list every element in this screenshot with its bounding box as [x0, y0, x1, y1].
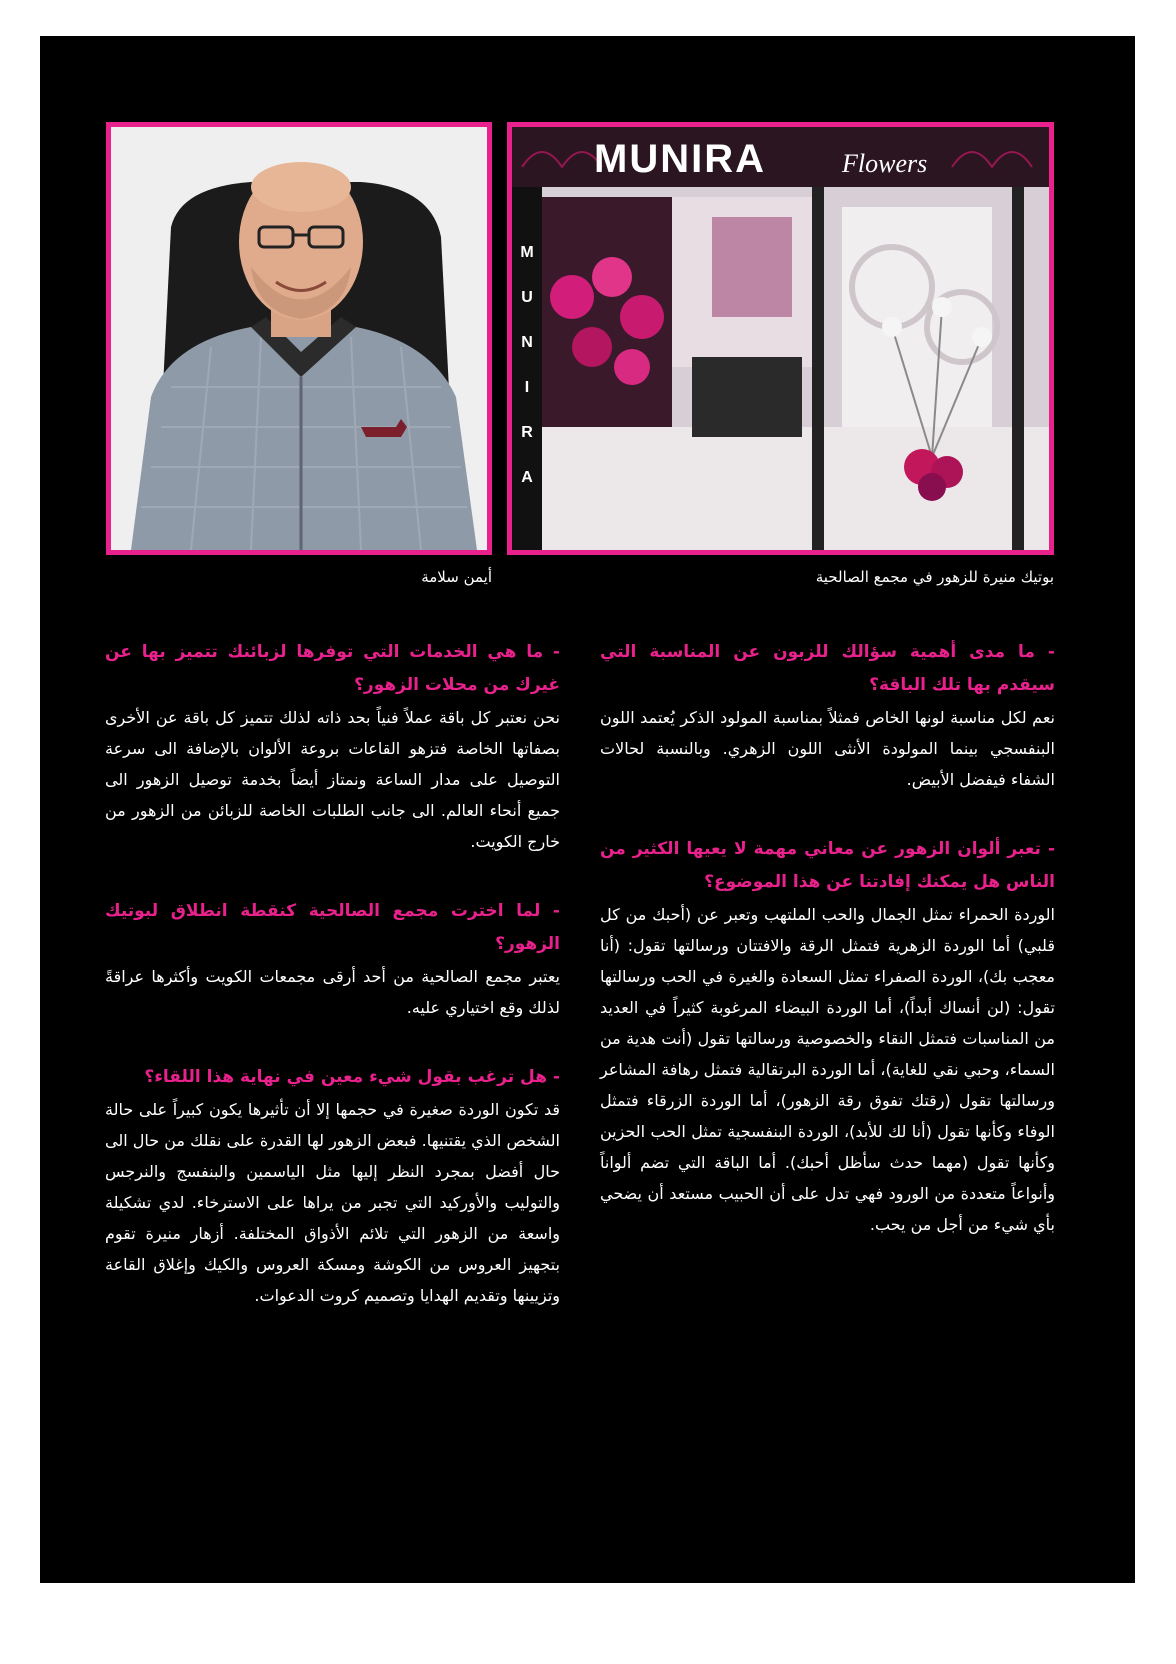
shop-side-letter: A: [521, 469, 533, 486]
interview-question: - ما مدى أهمية سؤالك للزبون عن المناسبة التي سيقدم بها تلك الباقة؟: [600, 642, 1055, 695]
interview-question: - لما اخترت مجمع الصالحية كنقطة انطلاق لبوتيك الزهور؟: [105, 901, 560, 954]
interview-question: - تعبر ألوان الزهور عن معاني مهمة لا يعيها الكثير من الناس هل يمكنك إفادتنا عن هذا الموضوع؟: [600, 839, 1055, 892]
article-column-right: [600, 636, 1055, 1240]
portrait-photo-caption: أيمن سلامة: [421, 568, 492, 586]
interview-answer: نحن نعتبر كل باقة عملاً فنياً بحد ذاته لذلك تتميز كل باقة عن الأخرى بصفاتها الخاصة فتزهو القاعات بروعة الألوان بالإضافة الى سرعة التوصيل على مدار الساعة ونمتاز أيضاً بخدمة توصيل الزهور الى جميع أنحاء العالم. الى جانب الطلبات الخاصة للزبائن من الزهور من خارج الكويت.: [105, 708, 560, 851]
interview-question: - هل ترغب بقول شيء معين في نهاية هذا اللقاء؟: [144, 1067, 560, 1087]
shop-photo-caption: بوتيك منيرة للزهور في مجمع الصالحية: [815, 568, 1054, 586]
portrait-photo: [106, 122, 492, 555]
shop-photo: [507, 122, 1054, 555]
shop-side-letter: R: [521, 424, 533, 441]
interview-answer: قد تكون الوردة صغيرة في حجمها إلا أن تأثيرها يكون كبيراً على حالة الشخص الذي يقتنيها. فبعض الزهور لها القدرة على نقلك من حال الى حال أفضل بمجرد النظر إليها مثل الياسمين والبنفسج والنرجس والتوليب والأوركيد التي تجبر من يراها على الاسترخاء. لدي تشكيلة واسعة من الزهور التي تلائم الأذواق المختلفة. أزهار منيرة تقوم بتجهيز العروس من الكوشة ومسكة العروس والكيك وإغلاق القاعة وتزيينها وتقديم الهدايا وتصميم كروت الدعوات.: [105, 1100, 560, 1305]
interview-answer: الوردة الحمراء تمثل الجمال والحب الملتهب وتعبر عن (أحبك من كل قلبي) أما الوردة الزهرية فتمثل الرقة والافتتان ورسالتها تقول: (أنا معجب بك)، الوردة الصفراء تمثل السعادة والغيرة في الحب ورسالتها تقول: (لن أنساك أبداً)، أما الوردة البيضاء المرغوبة كثيراً في العديد من المناسبات فتمثل النقاء والخصوصية ورسالتها تقول (أنت هدية من السماء، وحبي نقي للغاية)، أما الوردة البرتقالية فتمثل رهافة المشاعر ورسالتها تقول (رقتك تفوق رقة الزهور)، أما الوردة الزرقاء فتمثل الوفاء وكأنها تقول (أنا لك للأبد)، الوردة البنفسجية تمثل الحب الحزين وكأنها تقول (مهما حدث سأظل أحبك). أما الباقة التي تضم ألواناً وأنواعاً متعددة من الورود فهي تدل على أن الحبيب مستعد أن يضحي بأي شيء من أجل من يحب.: [600, 905, 1055, 1234]
article-column-left: [105, 636, 560, 1311]
interview-answer: يعتبر مجمع الصالحية من أحد أرقى مجمعات الكويت وأكثرها عراقةً لذلك وقع اختياري عليه.: [105, 967, 560, 1017]
shop-sign-brand: MUNIRA: [594, 137, 766, 181]
interview-answer: نعم لكل مناسبة لونها الخاص فمثلاً بمناسبة المولود الذكر يُعتمد اللون البنفسجي بينما المولودة الأنثى اللون الزهري. وبالنسبة لحالات الشفاء فيفضل الأبيض.: [600, 708, 1055, 789]
shop-illustration: [512, 127, 1049, 550]
shop-side-letter: I: [524, 379, 530, 396]
magazine-page: [40, 36, 1135, 1583]
shop-side-letter: M: [520, 244, 534, 261]
shop-side-letter: U: [521, 289, 533, 306]
interview-question: - ما هي الخدمات التي توفرها لزبائنك تتميز بها عن غيرك من محلات الزهور؟: [105, 642, 560, 695]
shop-sign-word: Flowers: [842, 149, 928, 178]
shop-side-letter: N: [521, 334, 533, 351]
portrait-illustration: [111, 127, 487, 550]
